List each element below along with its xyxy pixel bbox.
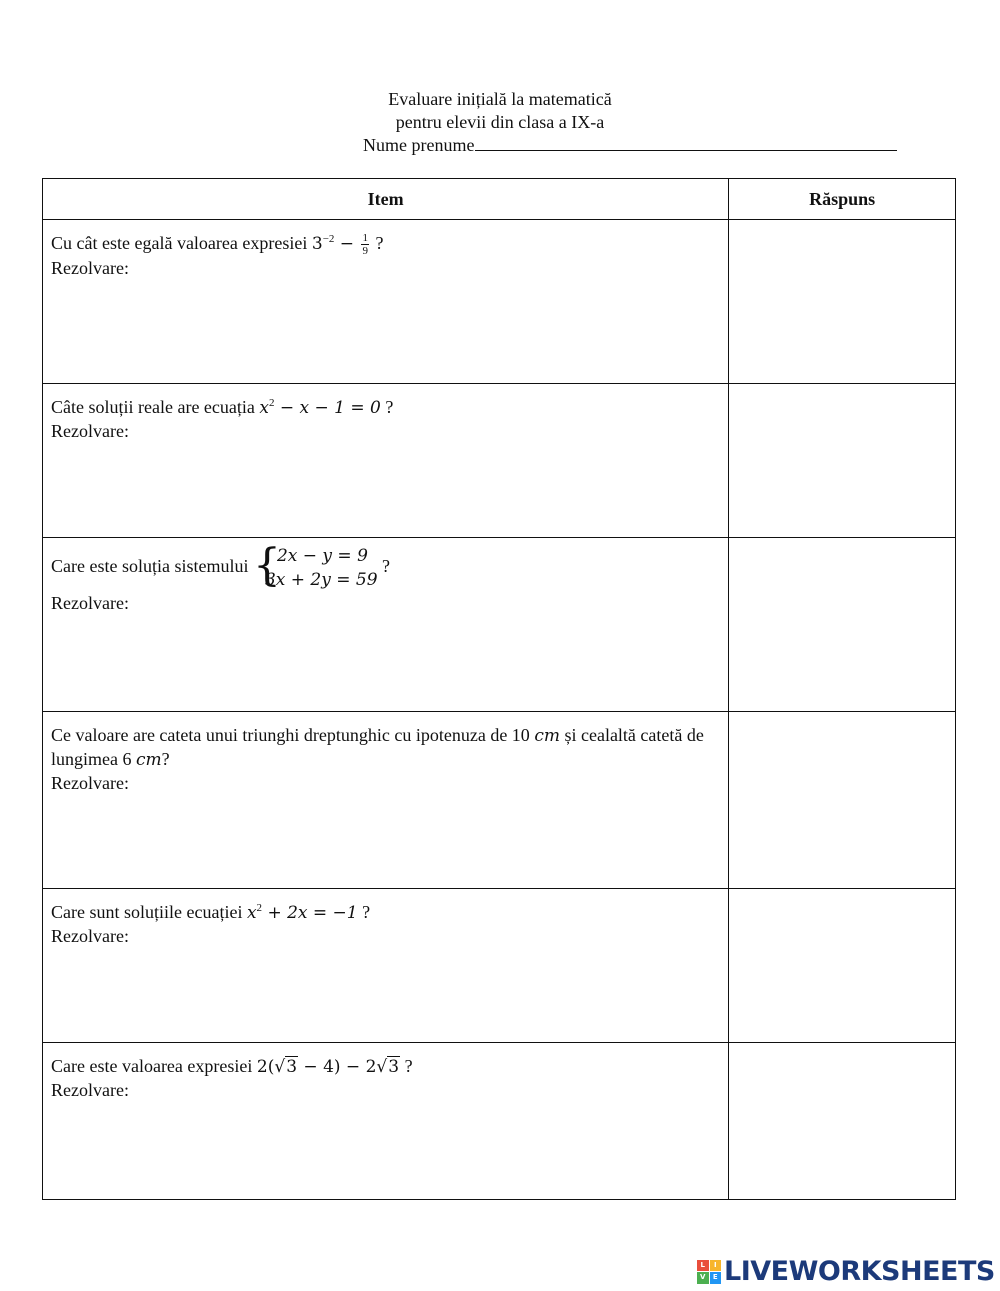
table-row xyxy=(43,538,956,712)
logo-badge-letter: E xyxy=(710,1272,722,1284)
question-mark: ? xyxy=(370,233,384,253)
math-exponent: −2 xyxy=(322,233,335,245)
solution-label: Rezolvare: xyxy=(51,773,129,793)
worksheet-title: Evaluare inițială la matematică xyxy=(388,89,612,109)
equation-system xyxy=(252,540,378,592)
math-operator: − xyxy=(334,234,360,254)
logo-badge-letter: I xyxy=(710,1260,722,1272)
name-field xyxy=(363,134,897,157)
math-prefix: 2( xyxy=(256,1057,275,1077)
question-cell xyxy=(43,712,729,889)
logo-badge-letter: L xyxy=(697,1260,709,1272)
question-text: Care este soluția sistemului xyxy=(51,556,253,577)
radicand: 3 xyxy=(286,1057,298,1077)
answer-cell[interactable] xyxy=(729,889,956,1043)
answer-cell[interactable] xyxy=(729,712,956,889)
answer-cell[interactable] xyxy=(729,538,956,712)
math-exponent: 2 xyxy=(256,902,263,914)
liveworksheets-logo xyxy=(697,1256,995,1287)
quiz-table xyxy=(42,178,956,1200)
table-row xyxy=(43,220,956,384)
solution-label: Rezolvare: xyxy=(51,1080,129,1100)
question-mark: ? xyxy=(377,556,391,577)
question-mark: ? xyxy=(400,1056,413,1076)
solution-label: Rezolvare: xyxy=(51,926,129,946)
question-cell xyxy=(43,889,729,1043)
table-row xyxy=(43,889,956,1043)
logo-badge-letter: V xyxy=(697,1272,709,1284)
question-text-cont: și cealaltă catetă de lungimea 6 xyxy=(51,725,704,769)
square-root: √3 xyxy=(376,1057,400,1077)
column-header-answer: Răspuns xyxy=(729,179,956,220)
answer-cell[interactable] xyxy=(729,1043,956,1200)
worksheet-header xyxy=(0,88,1000,134)
square-root: √3 xyxy=(274,1057,298,1077)
math-exponent: 2 xyxy=(268,397,275,409)
question-cell xyxy=(43,220,729,384)
answer-cell[interactable] xyxy=(729,384,956,538)
fraction-denominator: 9 xyxy=(362,245,368,258)
question-mark: ? xyxy=(380,397,394,417)
question-text: Cu cât este egală valoarea expresiei xyxy=(51,233,312,253)
math-expression: + 2x = −1 xyxy=(262,903,358,923)
system-equation-2: 3x + 2y = 59 xyxy=(264,570,378,590)
math-expression: − x − 1 = 0 xyxy=(274,398,381,418)
question-cell xyxy=(43,384,729,538)
question-mark: ? xyxy=(357,902,371,922)
unit: cm xyxy=(135,750,162,770)
system-equation-1: 2x − y = 9 xyxy=(276,546,368,566)
table-row xyxy=(43,384,956,538)
name-label: Nume prenume xyxy=(363,135,475,155)
solution-label: Rezolvare: xyxy=(51,593,129,613)
logo-badge-icon xyxy=(697,1260,721,1284)
name-input-line[interactable] xyxy=(475,134,897,151)
math-fraction xyxy=(361,232,369,257)
fraction-numerator: 1 xyxy=(362,232,368,245)
worksheet-subtitle: pentru elevii din clasa a IX-a xyxy=(395,112,605,132)
solution-label: Rezolvare: xyxy=(51,421,129,441)
question-cell xyxy=(43,538,729,712)
math-middle: − 4) − 2 xyxy=(298,1057,377,1077)
table-row xyxy=(43,712,956,889)
brace-icon: { xyxy=(252,540,281,591)
answer-cell[interactable] xyxy=(729,220,956,384)
table-row xyxy=(43,1043,956,1200)
question-text: Care sunt soluțiile ecuației xyxy=(51,902,247,922)
column-header-item: Item xyxy=(43,179,729,220)
solution-label: Rezolvare: xyxy=(51,258,129,279)
radicand: 3 xyxy=(388,1057,400,1077)
question-cell xyxy=(43,1043,729,1200)
question-text: Câte soluții reale are ecuația xyxy=(51,397,260,417)
question-mark: ? xyxy=(161,749,170,769)
math-base: 3 xyxy=(311,234,323,254)
math-variable: x xyxy=(259,398,269,418)
table-header-row xyxy=(43,179,956,220)
math-variable: x xyxy=(246,903,257,923)
logo-text: LIVEWORKSHEETS xyxy=(724,1256,995,1287)
unit: cm xyxy=(534,726,560,746)
question-text: Ce valoare are cateta unui triunghi dreptunghic cu ipotenuza de 10 xyxy=(51,725,535,745)
question-text: Care este valoarea expresiei xyxy=(51,1056,257,1076)
